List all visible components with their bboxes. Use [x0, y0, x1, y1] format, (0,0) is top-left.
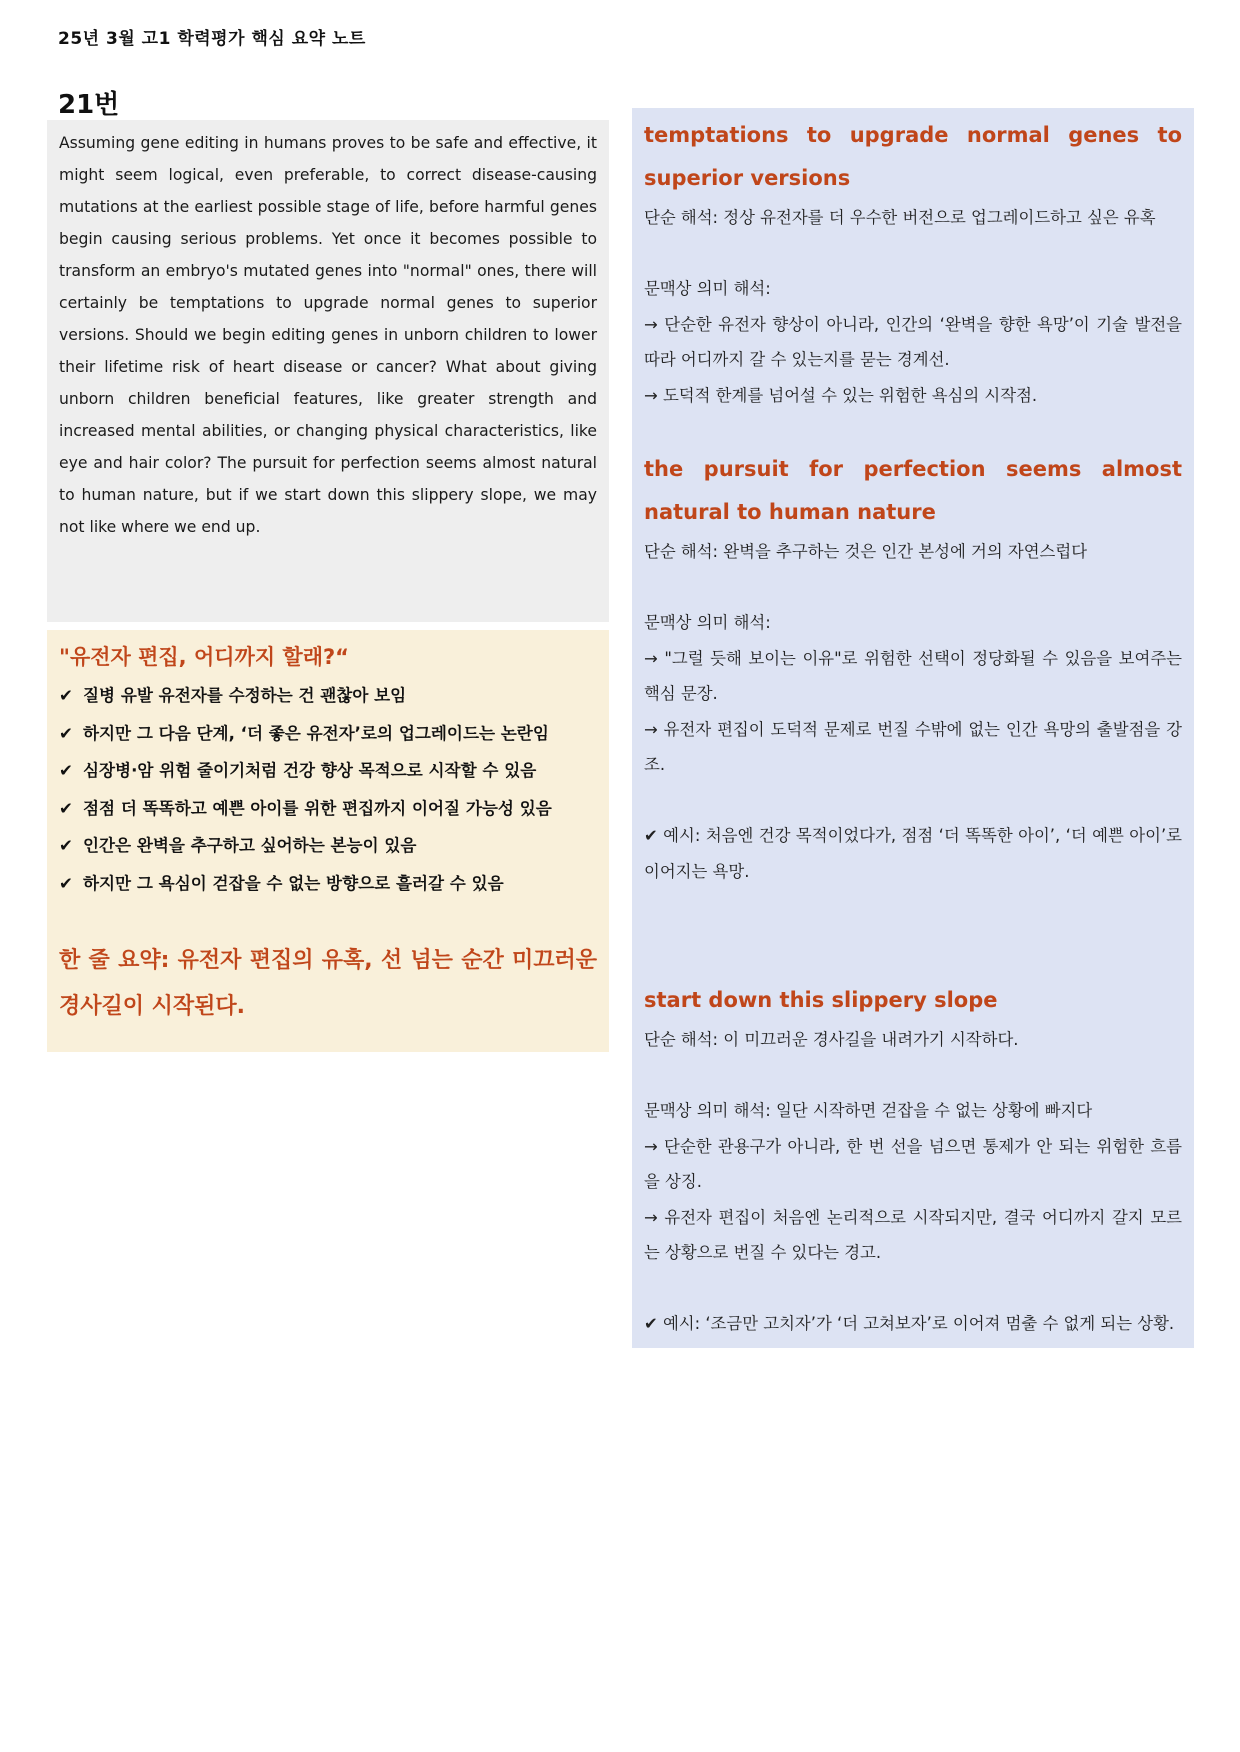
note-section-3: [644, 979, 1182, 1342]
note-context-label: 문맥상 의미 해석:: [644, 613, 771, 632]
list-item-text: 점점 더 똑똑하고 예쁜 아이를 위한 편집까지 이어질 가능성 있음: [83, 798, 552, 818]
list-item-text: 심장병·암 위험 줄이기처럼 건강 향상 목적으로 시작할 수 있음: [83, 761, 537, 780]
notes-panel: [632, 108, 1194, 1348]
note-explanation: → "그럴 듯해 보이는 이유"로 위험한 선택이 정당화될 수 있음을 보여주는 핵심 문장.: [644, 648, 1182, 703]
note-example: ✔ 예시: ‘조금만 고치자’가 ‘더 고쳐보자’로 이어져 멈출 수 없게 되는 상황.: [644, 1314, 1175, 1333]
note-heading: temptations to upgrade normal genes to superior versions: [644, 123, 1182, 190]
note-explanation: → 단순한 관용구가 아니라, 한 번 선을 넘으면 통제가 안 되는 위험한 흐름을 상징.: [644, 1136, 1182, 1191]
summary-list: [59, 677, 597, 902]
passage-text: Assuming gene editing in humans proves to be safe and effective, it might seem logical, even preferable, to correct disease-causing mutations at the earliest possible stage of life, before harmful genes begin causing serious problems. Yet once it becomes possible to transform an embryo's mutated genes into "normal" ones, there will certainly be temptations to upgrade normal genes to superior versions. Should we begin editing genes in unborn children to lower their lifetime risk of heart disease or cancer? What about giving unborn children beneficial features, like greater strength and increased mental abilities, or changing physical characteristics, like eye and hair color? The pursuit for perfection seems almost natural to human nature, but if we start down this slippery slope, we may not like where we end up.: [59, 134, 597, 536]
summary-title: "유전자 편집, 어디까지 할래?“: [59, 645, 349, 669]
checkmark-icon: ✔: [59, 686, 73, 705]
list-item-text: 질병 유발 유전자를 수정하는 건 괜찮아 보임: [83, 686, 407, 705]
note-heading: the pursuit for perfection seems almost natural to human nature: [644, 457, 1182, 524]
summary-box: [47, 630, 609, 1052]
question-number: 21번: [58, 90, 120, 120]
note-explanation: → 유전자 편집이 도덕적 문제로 번질 수밖에 없는 인간 욕망의 출발점을 강조.: [644, 719, 1182, 774]
note-simple-translation: 단순 해석: 정상 유전자를 더 우수한 버전으로 업그레이드하고 싶은 유혹: [644, 208, 1156, 227]
list-item: [59, 752, 597, 790]
note-section-1: [644, 114, 1182, 413]
document-title: 25년 3월 고1 학력평가 핵심 요약 노트: [58, 29, 366, 49]
list-item: [59, 790, 597, 828]
list-item: [59, 865, 597, 903]
list-item-text: 인간은 완벽을 추구하고 싶어하는 본능이 있음: [83, 836, 417, 855]
list-item-text: 하지만 그 다음 단계, ‘더 좋은 유전자’로의 업그레이드는 논란임: [83, 723, 549, 743]
checkmark-icon: ✔: [59, 873, 73, 893]
note-simple-translation: 단순 해석: 완벽을 추구하는 것은 인간 본성에 거의 자연스럽다: [644, 542, 1088, 561]
note-context-label: 문맥상 의미 해석:: [644, 279, 771, 298]
note-explanation: → 도덕적 한계를 넘어설 수 있는 위험한 욕심의 시작점.: [644, 385, 1038, 405]
note-explanation: → 단순한 유전자 향상이 아니라, 인간의 ‘완벽을 향한 욕망’이 기술 발전을 따라 어디까지 갈 수 있는지를 묻는 경계선.: [644, 314, 1182, 369]
list-item: [59, 677, 597, 715]
note-section-2: [644, 448, 1182, 889]
note-context-label: 문맥상 의미 해석: 일단 시작하면 걷잡을 수 없는 상황에 빠지다: [644, 1101, 1093, 1120]
list-item: [59, 715, 597, 753]
checkmark-icon: ✔: [59, 836, 73, 855]
list-item-text: 하지만 그 욕심이 걷잡을 수 없는 방향으로 흘러갈 수 있음: [83, 873, 504, 893]
note-example: ✔ 예시: 처음엔 건강 목적이었다가, 점점 ‘더 똑똑한 아이’, ‘더 예쁜 아이’로 이어지는 욕망.: [644, 826, 1182, 881]
checkmark-icon: ✔: [59, 798, 73, 818]
note-simple-translation: 단순 해석: 이 미끄러운 경사길을 내려가기 시작하다.: [644, 1030, 1019, 1049]
note-explanation: → 유전자 편집이 처음엔 논리적으로 시작되지만, 결국 어디까지 갈지 모르는 상황으로 번질 수 있다는 경고.: [644, 1207, 1182, 1262]
list-item: [59, 827, 597, 865]
passage-box: [47, 120, 609, 622]
checkmark-icon: ✔: [59, 723, 73, 743]
checkmark-icon: ✔: [59, 761, 73, 780]
one-line-summary: 한 줄 요약: 유전자 편집의 유혹, 선 넘는 순간 미끄러운 경사길이 시작된다.: [59, 948, 597, 1019]
note-heading: start down this slippery slope: [644, 988, 998, 1012]
